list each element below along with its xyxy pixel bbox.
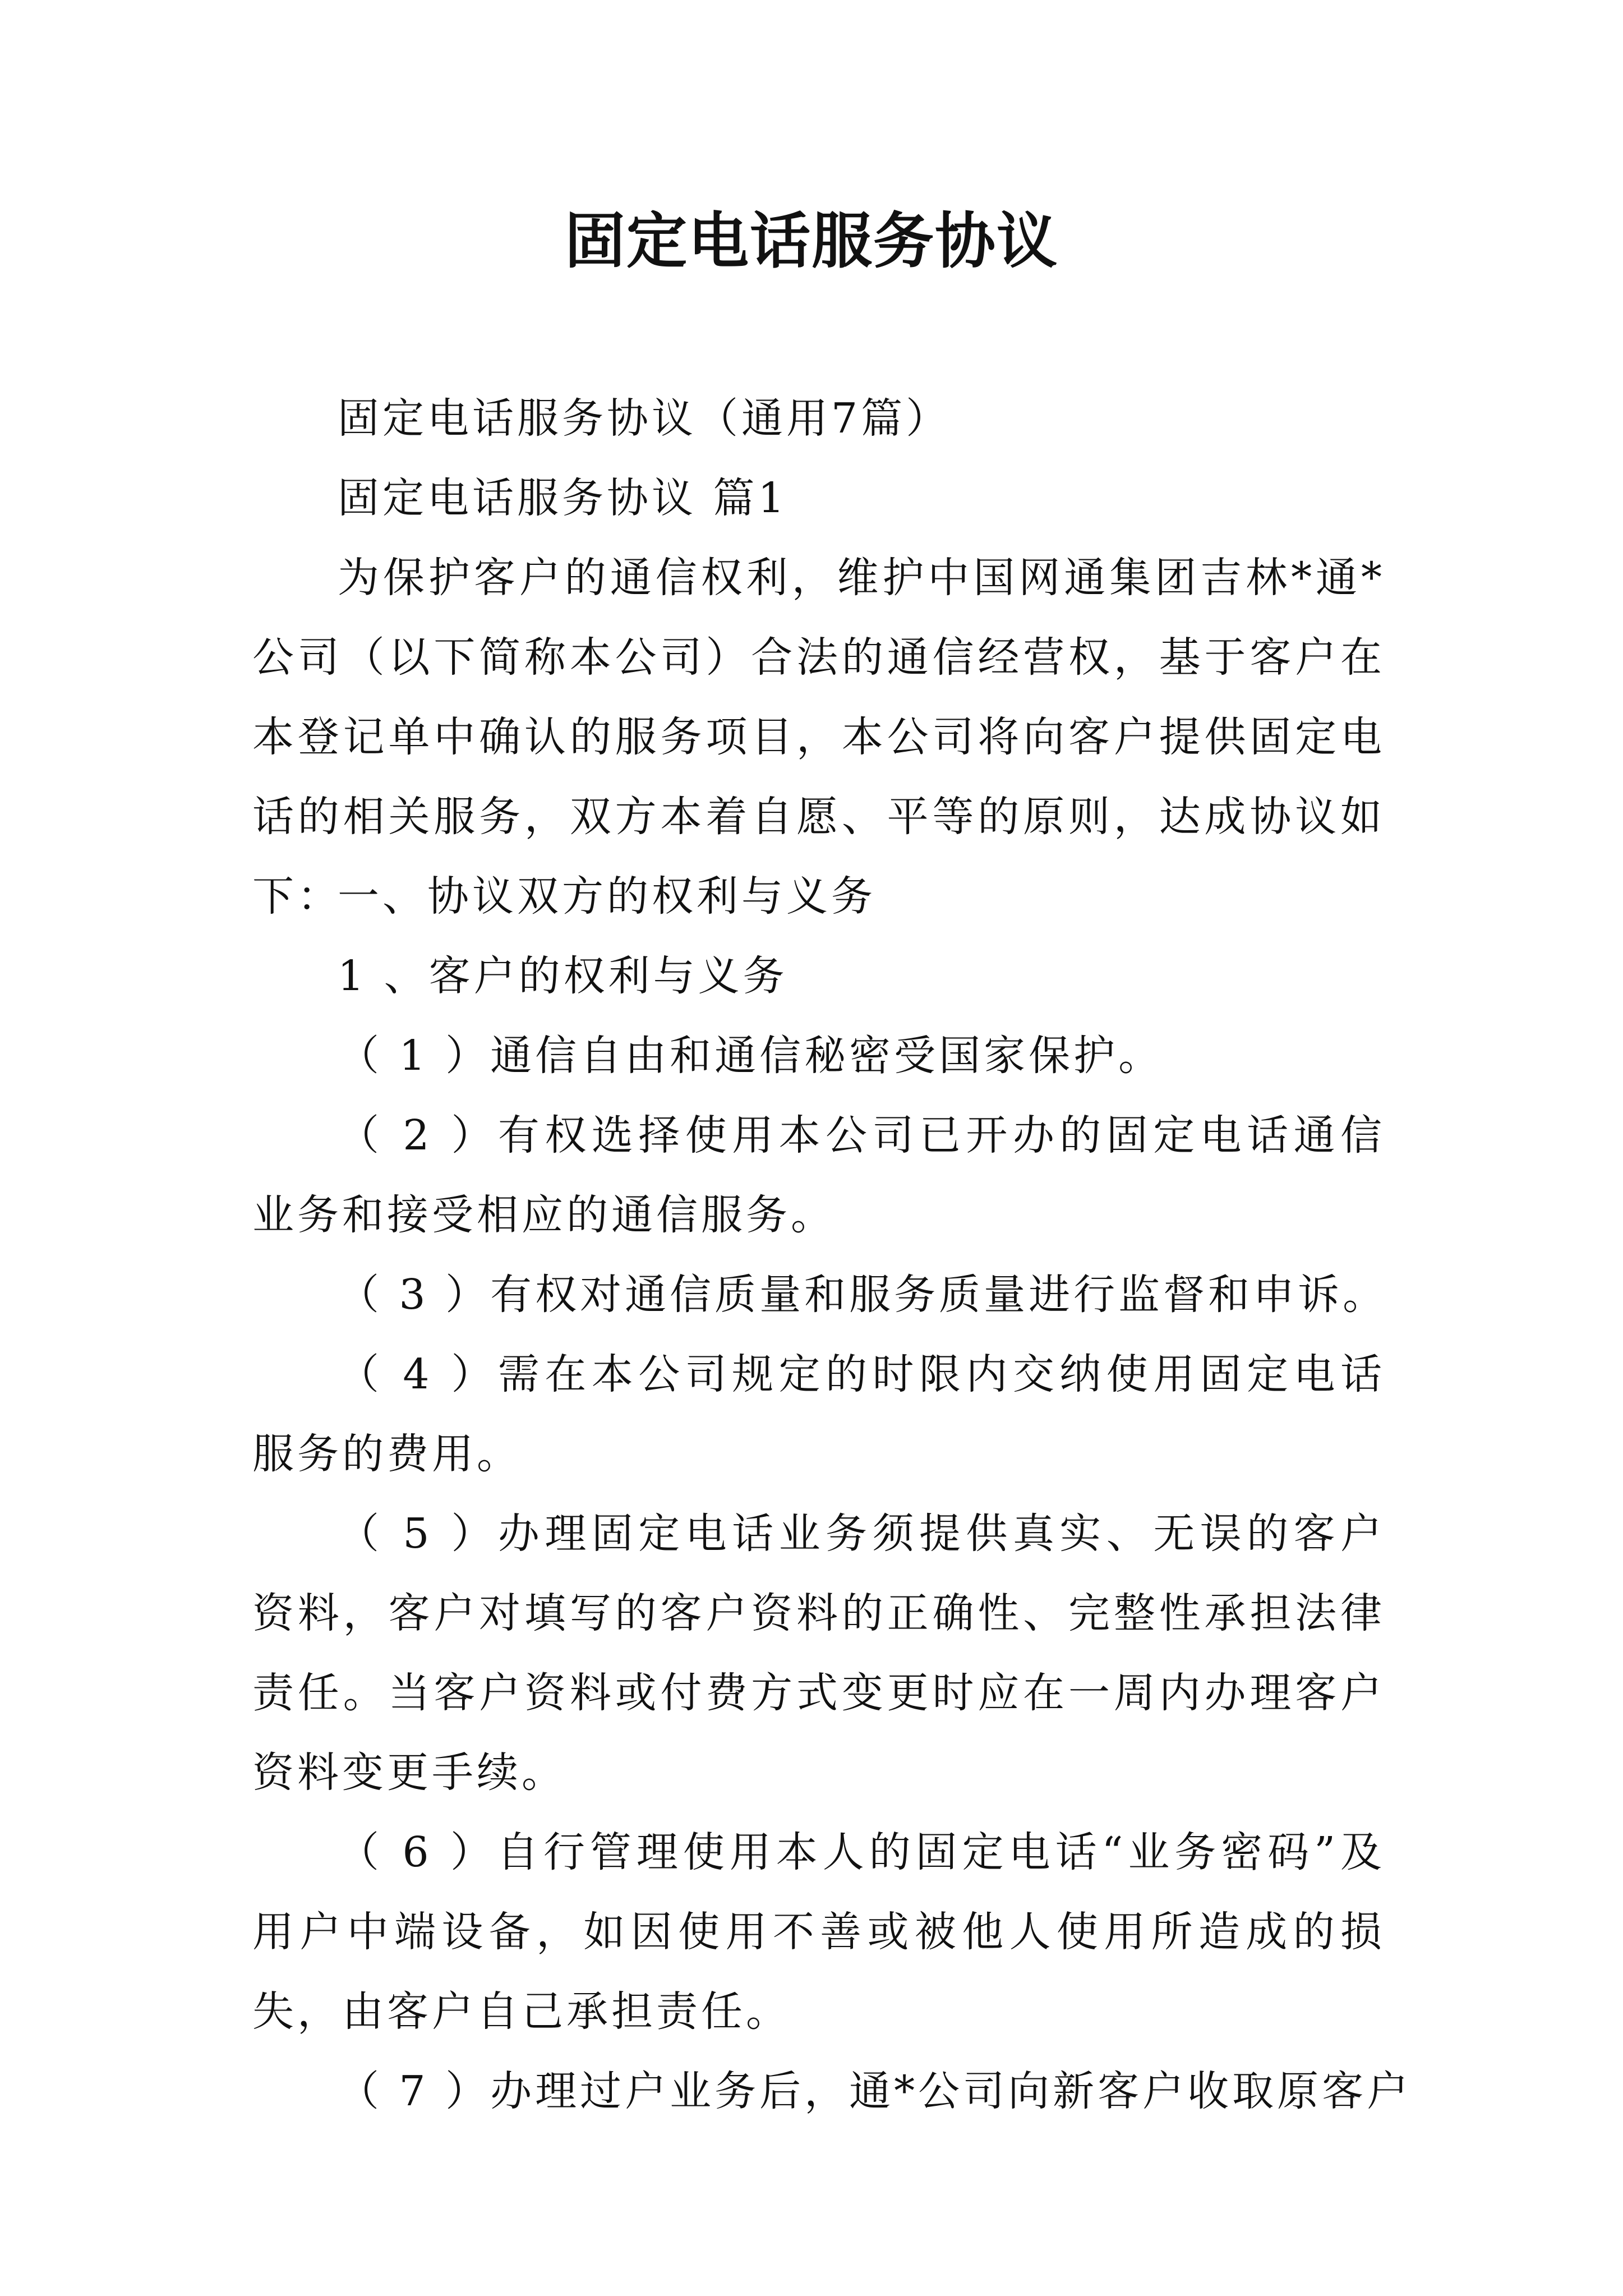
paragraph-item-3: （ 3 ）有权对通信质量和服务质量进行监督和申诉。 [338,1271,1388,1319]
paragraph-item-5: （ 5 ）办理固定电话业务须提供真实、无误的客户资料，客户对填写的客户资料的正确性、完整性承担法律责任。当客户资料或付费方式变更时应在一周内办理客户资料变更手续。 [252,1510,1385,1797]
document-title: 固定电话服务协议 [564,206,1058,277]
paragraph-item-7: （ 7 ）办理过户业务后，通*公司向新客户收取原客户 [338,2067,1412,2115]
paragraph-item-1: （ 1 ）通信自由和通信秘密受国家保护。 [338,1032,1164,1080]
paragraph-preamble: 为保护客户的通信权利，维护中国网通集团吉林*通*公司（以下简称本公司）合法的通信经营权，基于客户在本登记单中确认的服务项目，本公司将向客户提供固定电话的相关服务，双方本着自愿、平等的原则，达成协议如下： [252,554,1385,921]
paragraph-item-6: （ 6 ）自行管理使用本人的固定电话“业务密码”及用户中端设备，如因使用不善或被他人使用所造成的损失，由客户自己承担责任。 [252,1828,1385,2036]
paragraph-section-heading: 固定电话服务协议 篇1 [338,474,788,522]
paragraph-item-2: （ 2 ）有权选择使用本公司已开办的固定电话通信业务和接受相应的通信服务。 [252,1111,1385,1239]
paragraph-item-4: （ 4 ）需在本公司规定的时限内交纳使用固定电话服务的费用。 [252,1350,1385,1478]
paragraph-heading-rights: 一、协议双方的权利与义务 [338,872,876,921]
paragraph-collection-title: 固定电话服务协议（通用7篇） [338,394,951,443]
paragraph-heading-customer: 1 、客户的权利与义务 [338,952,788,1000]
